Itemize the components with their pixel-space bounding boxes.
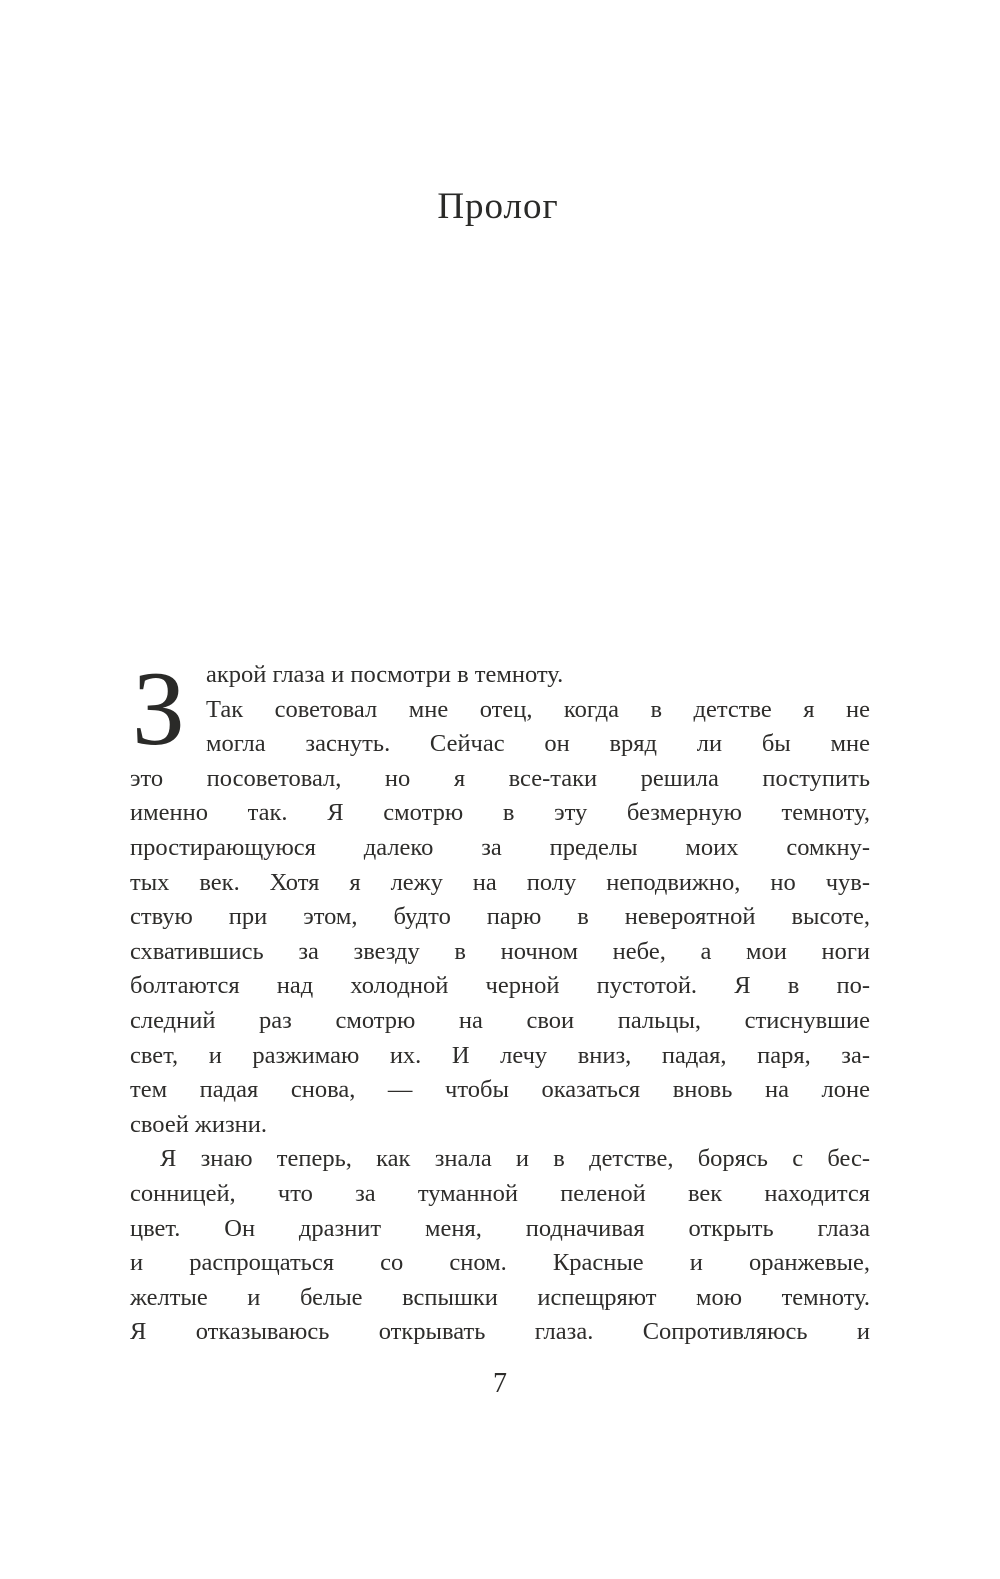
text-line: тых век. Хотя я лежу на полу неподвижно, но чув- xyxy=(130,868,870,896)
text-line: желтые и белые вспышки испещряют мою темноту. xyxy=(130,1283,870,1311)
text-line: простирающуюся далеко за пределы моих сомкну- xyxy=(130,833,870,861)
text-line: и распрощаться со сном. Красные и оранжевые, xyxy=(130,1249,870,1277)
page-number: 7 xyxy=(493,1368,507,1399)
body-text xyxy=(130,650,870,1350)
text-line: свет, и разжимаю их. И лечу вниз, падая, паря, за- xyxy=(130,1041,870,1069)
text-line: болтаются над холодной черной пустотой. Я в по- xyxy=(130,972,870,1000)
text-line: Я знаю теперь, как знала и в детстве, борясь с бес- xyxy=(160,1145,870,1173)
chapter-title: Пролог xyxy=(437,186,559,227)
text-line: цвет. Он дразнит меня, подначивая открыть глаза xyxy=(130,1214,870,1242)
text-line: могла заснуть. Сейчас он вряд ли бы мне xyxy=(206,730,870,758)
text-line: следний раз смотрю на свои пальцы, стиснувшие xyxy=(130,1006,870,1034)
text-line: сонницей, что за туманной пеленой век находится xyxy=(130,1179,870,1207)
text-line: схватившись за звезду в ночном небе, а мои ноги xyxy=(130,937,870,965)
paragraph-2 xyxy=(130,1142,870,1350)
text-line: своей жизни. xyxy=(130,1110,267,1138)
text-line: Я отказываюсь открывать глаза. Сопротивляюсь и xyxy=(130,1318,870,1346)
text-line: именно так. Я смотрю в эту безмерную темноту, xyxy=(130,799,870,827)
text-line: ствую при этом, будто парю в невероятной высоте, xyxy=(130,903,870,931)
drop-cap: З xyxy=(132,650,186,767)
text-line: акрой глаза и посмотри в темноту. xyxy=(206,661,564,688)
text-line: Так советовал мне отец, когда в детстве я не xyxy=(206,695,870,723)
paragraph-1 xyxy=(130,650,870,1142)
text-line: это посоветовал, но я все-таки решила поступить xyxy=(130,764,870,792)
text-line: тем падая снова, — чтобы оказаться вновь на лоне xyxy=(130,1076,870,1104)
